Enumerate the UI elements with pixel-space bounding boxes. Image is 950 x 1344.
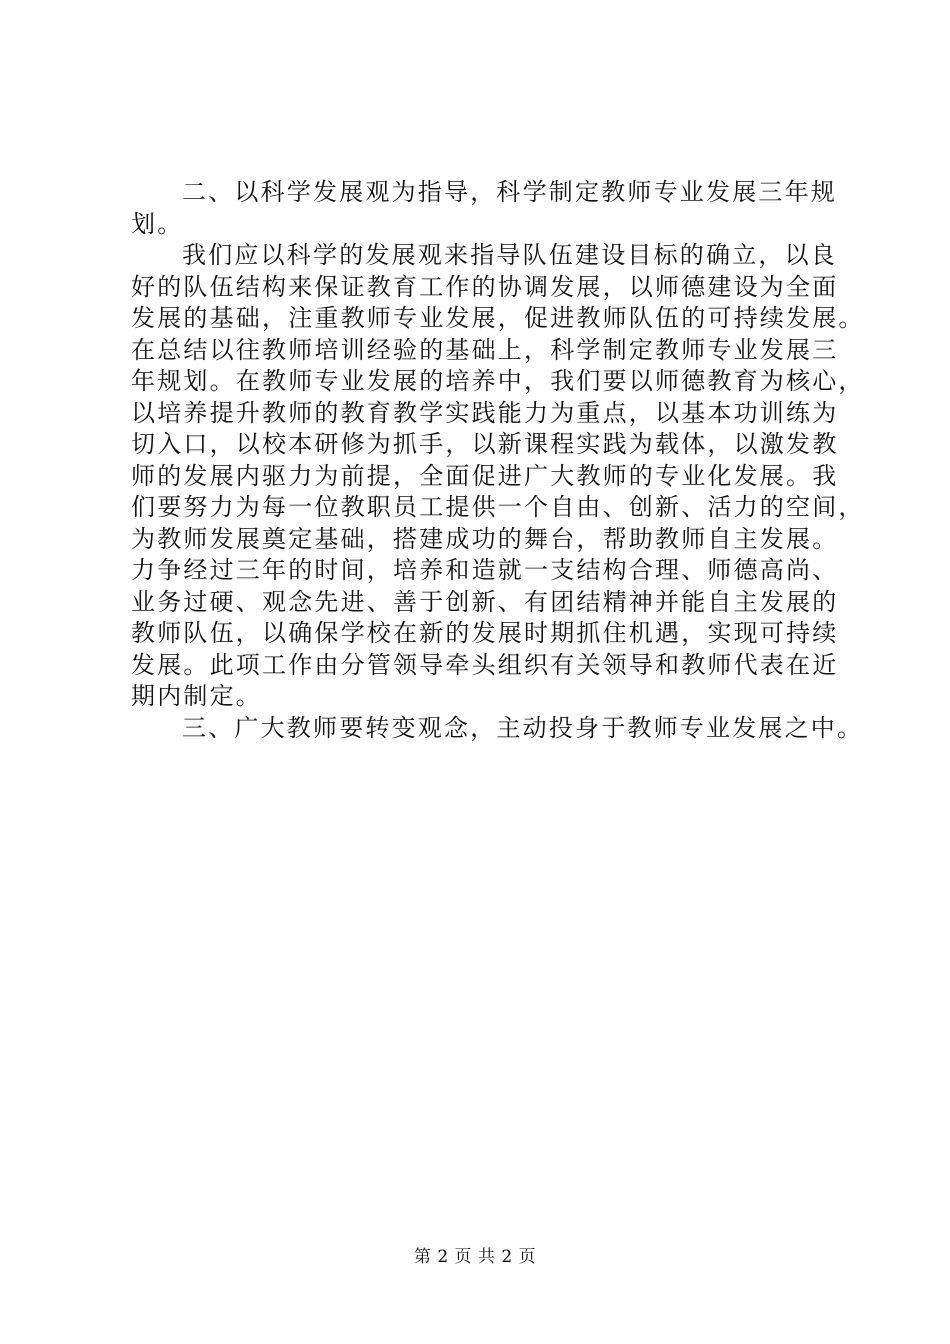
paragraph-line: 们要努力为每一位教职员工提供一个自由、创新、活力的空间， <box>131 493 865 521</box>
paragraph-line: 在总结以往教师培训经验的基础上，科学制定教师专业发展三 <box>131 335 839 364</box>
paragraph-line-last: 期内制定。 <box>131 682 262 710</box>
page-number-footer: 第 2 页 共 2 页 <box>413 1247 537 1267</box>
paragraph-line: 好的队伍结构来保证教育工作的协调发展，以师德建设为全面 <box>131 272 839 301</box>
paragraph-line: 以培养提升教师的教育教学实践能力为重点，以基本功训练为 <box>131 398 839 427</box>
paragraph-line: 力争经过三年的时间，培养和造就一支结构合理、师德高尚、 <box>131 556 839 584</box>
paragraph-line: 发展的基础，注重教师专业发展，促进教师队伍的可持续发展。 <box>131 304 865 332</box>
paragraph-line: 业务过硬、观念先进、善于创新、有团结精神并能自主发展的 <box>131 587 839 616</box>
paragraph-line: 我们应以科学的发展观来指导队伍建设目标的确立，以良 <box>182 241 837 269</box>
paragraph-line: 为教师发展奠定基础，搭建成功的舞台，帮助教师自主发展。 <box>131 524 839 553</box>
paragraph-line: 师的发展内驱力为前提，全面促进广大教师的专业化发展。我 <box>131 461 839 490</box>
document-body <box>131 177 865 744</box>
section-heading-3: 三、广大教师要转变观念，主动投身于教师专业发展之中。 <box>182 713 864 742</box>
paragraph-line: 教师队伍，以确保学校在新的发展时期抓住机遇，实现可持续 <box>131 619 839 647</box>
section-heading-2-line-2: 划。 <box>131 209 184 238</box>
paragraph-line: 发展。此项工作由分管领导牵头组织有关领导和教师代表在近 <box>131 650 839 679</box>
section-heading-2-line-1: 二、以科学发展观为指导，科学制定教师专业发展三年规 <box>182 178 837 206</box>
paragraph-line: 年规划。在教师专业发展的培养中，我们要以师德教育为核心， <box>131 367 865 395</box>
paragraph-line: 切入口，以校本研修为抓手，以新课程实践为载体，以激发教 <box>131 430 839 458</box>
